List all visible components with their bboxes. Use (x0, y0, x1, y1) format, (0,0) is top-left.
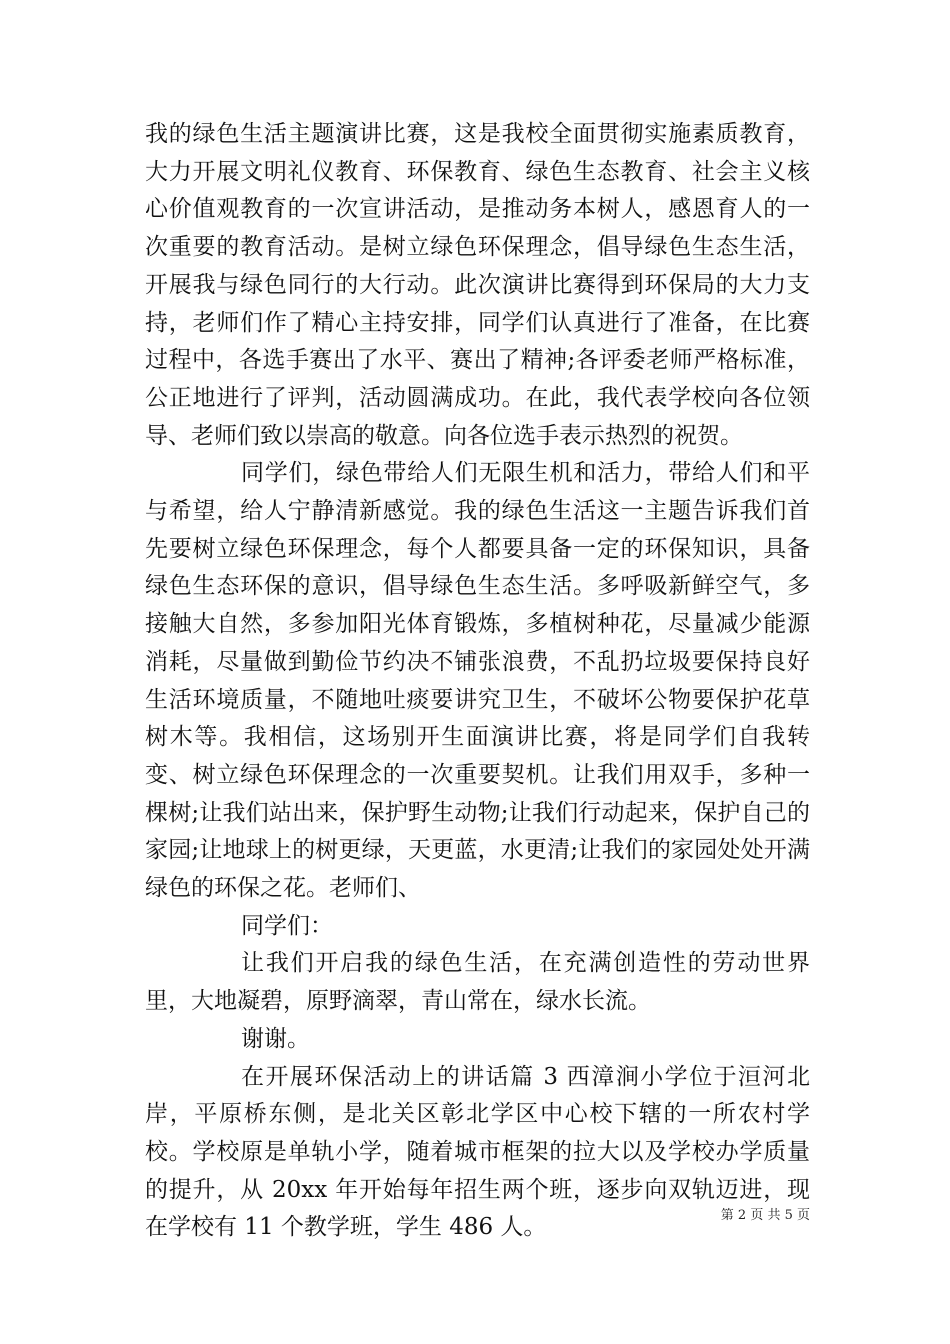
document-body (145, 116, 810, 1247)
paragraph-classmates: 同学们： (241, 912, 333, 939)
paragraph-green-life: 同学们，绿色带给人们无限生机和活力，带给人们和平与希望，给人宁静清新感觉。我的绿色生活这一主题告诉我们首先要树立绿色环保理念，每个人都要具备一定的环保知识，具备绿色生态环保的意识，倡导绿色生态生活。多呼吸新鲜空气，多接触大自然，多参加阳光体育锻炼，多植树种花，尽量减少能源消耗，尽量做到勤俭节约决不铺张浪费，不乱扔垃圾要保持良好生活环境质量，不随地吐痰要讲究卫生，不破坏公物要保护花草树木等。我相信，这场别开生面演讲比赛，将是同学们自我转变、树立绿色环保理念的一次重要契机。让我们用双手，多种一棵树;让我们站出来，保护野生动物;让我们行动起来，保护自己的家园;让地球上的树更绿，天更蓝，水更清;让我们的家园处处开满绿色的环保之花。老师们、 (145, 460, 810, 902)
page-number: 第 2 页 共 5 页 (720, 1208, 810, 1223)
paragraph-closing-wish: 让我们开启我的绿色生活，在充满创造性的劳动世界里，大地凝碧，原野滴翠，青山常在，绿水长流。 (145, 950, 810, 1015)
paragraph-speech-contest: 我的绿色生活主题演讲比赛，这是我校全面贯彻实施素质教育，大力开展文明礼仪教育、环保教育、绿色生态教育、社会主义核心价值观教育的一次宣讲活动，是推动务本树人，感恩育人的一次重要的教育活动。是树立绿色环保理念，倡导绿色生态生活，开展我与绿色同行的大行动。此次演讲比赛得到环保局的大力支持，老师们作了精心主持安排，同学们认真进行了准备，在比赛过程中，各选手赛出了水平、赛出了精神;各评委老师严格标准，公正地进行了评判，活动圆满成功。在此，我代表学校向各位领导、老师们致以崇高的敬意。向各位选手表示热烈的祝贺。 (145, 121, 810, 449)
paragraph-school-intro: 在开展环保活动上的讲话篇 3 西漳涧小学位于洹河北岸，平原桥东侧，是北关区彰北学区中心校下辖的一所农村学校。学校原是单轨小学，随着城市框架的拉大以及学校办学质量的提升，从 20xx 年开始每年招生两个班，逐步向双轨迈进，现在学校有 11 个教学班，学生 486 人。 (145, 1063, 810, 1241)
paragraph-thanks: 谢谢。 (241, 1025, 310, 1052)
